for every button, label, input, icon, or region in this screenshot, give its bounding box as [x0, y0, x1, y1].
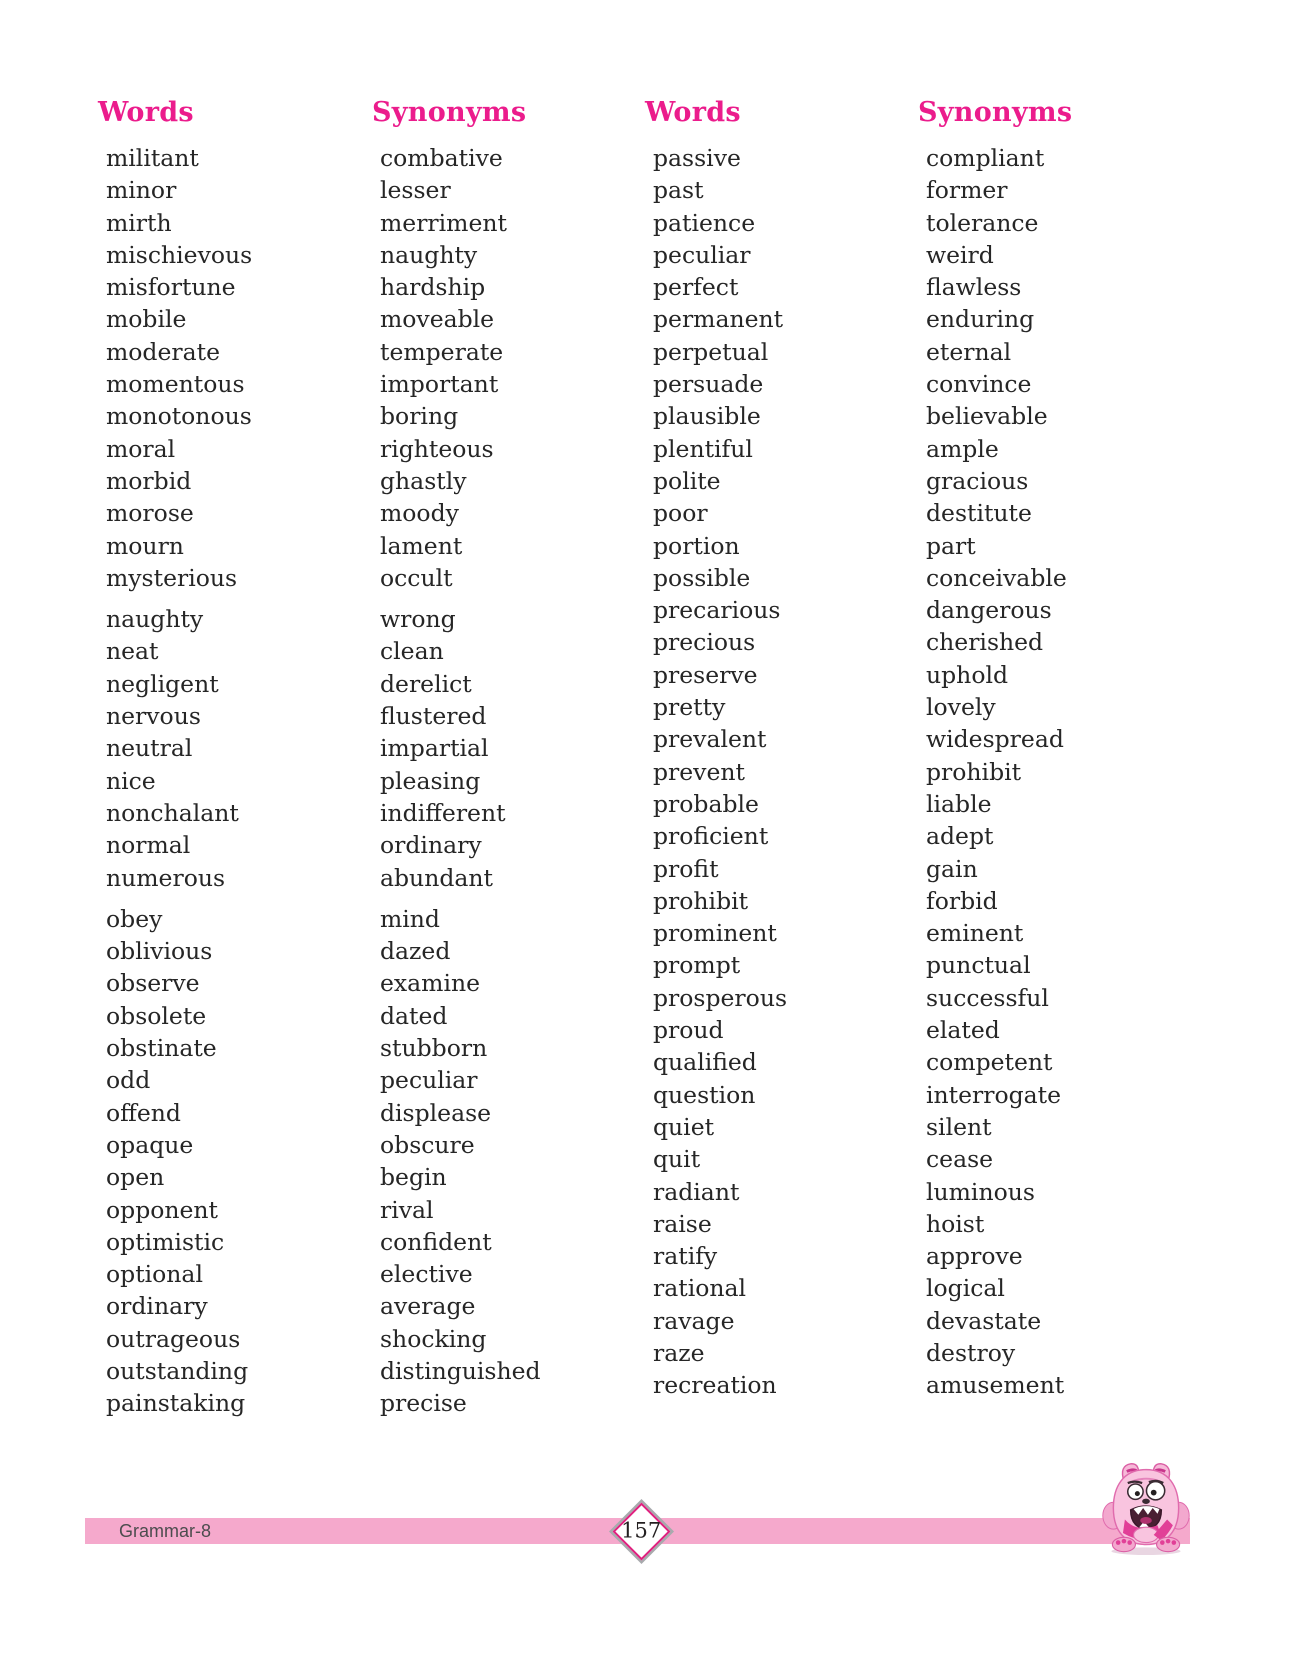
column-words-right	[645, 96, 917, 1402]
word-item: morose	[106, 499, 194, 528]
word-item: outrageous	[106, 1324, 241, 1353]
word-item: open	[106, 1163, 165, 1192]
word-item: competent	[926, 1048, 1053, 1077]
word-item: prevent	[653, 757, 745, 786]
word-item: naughty	[380, 240, 478, 269]
word-item: proficient	[653, 822, 769, 851]
word-item: persuade	[653, 370, 764, 399]
word-item: important	[380, 370, 499, 399]
word-item: righteous	[380, 434, 494, 463]
column-synonyms-right	[918, 96, 1190, 1402]
word-item: confident	[380, 1227, 492, 1256]
word-item: widespread	[926, 725, 1064, 754]
word-item: merriment	[380, 208, 507, 237]
word-item: prohibit	[653, 886, 749, 915]
word-item: compliant	[926, 144, 1045, 172]
word-list-right	[653, 142, 917, 1402]
word-item: plentiful	[653, 434, 753, 463]
word-item: average	[380, 1292, 476, 1321]
word-item: mourn	[106, 531, 184, 560]
word-item: prosperous	[653, 983, 788, 1012]
synonym-list-right	[926, 142, 1190, 1402]
word-item: adept	[926, 822, 994, 851]
column-words-left	[98, 96, 370, 1420]
word-item: quiet	[653, 1112, 715, 1141]
word-item: gracious	[926, 466, 1029, 495]
word-item: forbid	[926, 886, 998, 915]
word-item: neat	[106, 637, 159, 666]
word-item: dazed	[380, 937, 451, 966]
word-item: monotonous	[106, 402, 252, 431]
word-item: oblivious	[106, 937, 213, 966]
word-item: eternal	[926, 337, 1012, 366]
word-item: moderate	[106, 337, 220, 366]
word-item: elective	[380, 1260, 473, 1289]
word-item: prevalent	[653, 725, 767, 754]
word-item: distinguished	[380, 1356, 541, 1385]
word-item: believable	[926, 402, 1048, 431]
word-item: ratify	[653, 1242, 718, 1271]
word-item: rival	[380, 1195, 434, 1224]
word-item: punctual	[926, 951, 1031, 980]
page-number: 157	[621, 1519, 662, 1543]
word-item: obey	[106, 904, 163, 933]
column-synonyms-left	[372, 96, 644, 1420]
word-item: nonchalant	[106, 798, 239, 827]
word-item: prompt	[653, 951, 741, 980]
word-item: poor	[653, 499, 708, 528]
word-item: offend	[106, 1098, 181, 1127]
word-item: observe	[106, 969, 200, 998]
word-item: silent	[926, 1112, 992, 1141]
word-item: temperate	[380, 337, 504, 366]
word-item: indifferent	[380, 798, 506, 827]
word-item: uphold	[926, 660, 1009, 689]
book-label: Grammar-8	[119, 1520, 212, 1541]
word-item: neutral	[106, 734, 193, 763]
word-item: moral	[106, 434, 176, 463]
word-item: qualified	[653, 1048, 757, 1077]
word-item: ordinary	[380, 831, 482, 860]
word-item: obscure	[380, 1130, 475, 1159]
word-item: elated	[926, 1016, 1000, 1045]
word-item: minor	[106, 176, 177, 205]
word-item: peculiar	[653, 240, 751, 269]
word-item: luminous	[926, 1177, 1035, 1206]
word-item: derelict	[380, 669, 472, 698]
word-item: moveable	[380, 305, 495, 334]
word-item: dated	[380, 1001, 448, 1030]
word-item: ravage	[653, 1306, 735, 1335]
column-header-synonyms-right: Synonyms	[918, 97, 1073, 128]
word-item: logical	[926, 1274, 1005, 1303]
word-item: momentous	[106, 370, 245, 399]
word-item: portion	[653, 531, 740, 560]
word-item: raise	[653, 1209, 712, 1238]
word-item: preserve	[653, 660, 758, 689]
word-list-left	[106, 142, 370, 1420]
word-item: part	[926, 531, 976, 560]
word-item: enduring	[926, 305, 1035, 334]
word-item: combative	[380, 144, 503, 172]
word-item: pleasing	[380, 766, 481, 795]
word-item: raze	[653, 1338, 705, 1367]
word-item: perfect	[653, 273, 739, 302]
word-item: moody	[380, 499, 459, 528]
word-item: destitute	[926, 499, 1032, 528]
word-item: misfortune	[106, 273, 236, 302]
word-item: hoist	[926, 1209, 985, 1238]
word-item: permanent	[653, 305, 784, 334]
word-item: obsolete	[106, 1001, 207, 1030]
word-item: plausible	[653, 402, 761, 431]
word-item: question	[653, 1080, 756, 1109]
word-item: clean	[380, 637, 444, 666]
word-item: flustered	[380, 702, 487, 731]
word-item: amusement	[926, 1371, 1065, 1400]
word-item: boring	[380, 402, 459, 431]
word-item: proud	[653, 1016, 724, 1045]
column-header-words-left: Words	[98, 97, 194, 128]
word-item: liable	[926, 789, 992, 818]
word-item: weird	[926, 240, 994, 269]
word-item: nervous	[106, 702, 201, 731]
word-item: numerous	[106, 863, 226, 892]
word-item: peculiar	[380, 1066, 478, 1095]
word-item: abundant	[380, 863, 493, 892]
word-item: past	[653, 176, 704, 205]
word-item: eminent	[926, 919, 1024, 948]
word-item: nice	[106, 766, 156, 795]
word-item: wrong	[380, 605, 456, 634]
word-item: passive	[653, 144, 741, 172]
word-item: optimistic	[106, 1227, 225, 1256]
word-item: begin	[380, 1163, 447, 1192]
word-item: patience	[653, 208, 756, 237]
word-item: mirth	[106, 208, 172, 237]
word-item: ordinary	[106, 1292, 208, 1321]
word-item: precise	[380, 1389, 467, 1418]
word-item: negligent	[106, 669, 219, 698]
word-item: painstaking	[106, 1389, 246, 1418]
word-item: perpetual	[653, 337, 769, 366]
word-item: stubborn	[380, 1034, 488, 1063]
word-item: approve	[926, 1242, 1023, 1271]
word-item: obstinate	[106, 1034, 217, 1063]
word-item: gain	[926, 854, 978, 883]
word-item: mobile	[106, 305, 187, 334]
word-item: possible	[653, 563, 751, 592]
word-item: quit	[653, 1145, 701, 1174]
word-item: displease	[380, 1098, 492, 1127]
word-item: conceivable	[926, 563, 1067, 592]
word-item: tolerance	[926, 208, 1039, 237]
word-item: ample	[926, 434, 999, 463]
word-item: opaque	[106, 1130, 194, 1159]
word-item: profit	[653, 854, 719, 883]
column-header-synonyms-left: Synonyms	[372, 97, 527, 128]
word-item: impartial	[380, 734, 489, 763]
word-item: shocking	[380, 1324, 487, 1353]
word-item: naughty	[106, 605, 204, 634]
word-item: prohibit	[926, 757, 1022, 786]
word-item: outstanding	[106, 1356, 249, 1385]
word-item: optional	[106, 1260, 203, 1289]
word-item: normal	[106, 831, 191, 860]
synonym-list-left	[380, 142, 644, 1420]
word-item: mind	[380, 904, 440, 933]
word-item: mysterious	[106, 563, 238, 592]
word-item: dangerous	[926, 596, 1052, 625]
word-item: cherished	[926, 628, 1044, 657]
word-item: mischievous	[106, 240, 253, 269]
word-item: prominent	[653, 919, 777, 948]
word-item: probable	[653, 789, 759, 818]
word-item: cease	[926, 1145, 994, 1174]
word-item: militant	[106, 144, 199, 172]
column-header-words-right: Words	[645, 97, 741, 128]
word-item: examine	[380, 969, 481, 998]
word-item: destroy	[926, 1338, 1016, 1367]
word-item: opponent	[106, 1195, 219, 1224]
word-item: ghastly	[380, 466, 467, 495]
word-item: lovely	[926, 693, 996, 722]
word-item: lesser	[380, 176, 451, 205]
word-item: pretty	[653, 693, 726, 722]
word-item: lament	[380, 531, 463, 560]
word-item: convince	[926, 370, 1032, 399]
word-item: polite	[653, 466, 721, 495]
word-item: occult	[380, 563, 453, 592]
word-item: interrogate	[926, 1080, 1062, 1109]
word-item: odd	[106, 1066, 151, 1095]
word-item: devastate	[926, 1306, 1042, 1335]
word-item: precarious	[653, 596, 781, 625]
word-item: flawless	[926, 273, 1022, 302]
word-item: recreation	[653, 1371, 777, 1400]
word-item: successful	[926, 983, 1049, 1012]
word-item: rational	[653, 1274, 747, 1303]
word-item: hardship	[380, 273, 486, 302]
word-item: former	[926, 176, 1008, 205]
scared-pink-monster-icon	[1098, 1460, 1194, 1556]
word-item: precious	[653, 628, 756, 657]
word-item: radiant	[653, 1177, 740, 1206]
page-number-badge	[613, 1503, 671, 1561]
word-item: morbid	[106, 466, 192, 495]
